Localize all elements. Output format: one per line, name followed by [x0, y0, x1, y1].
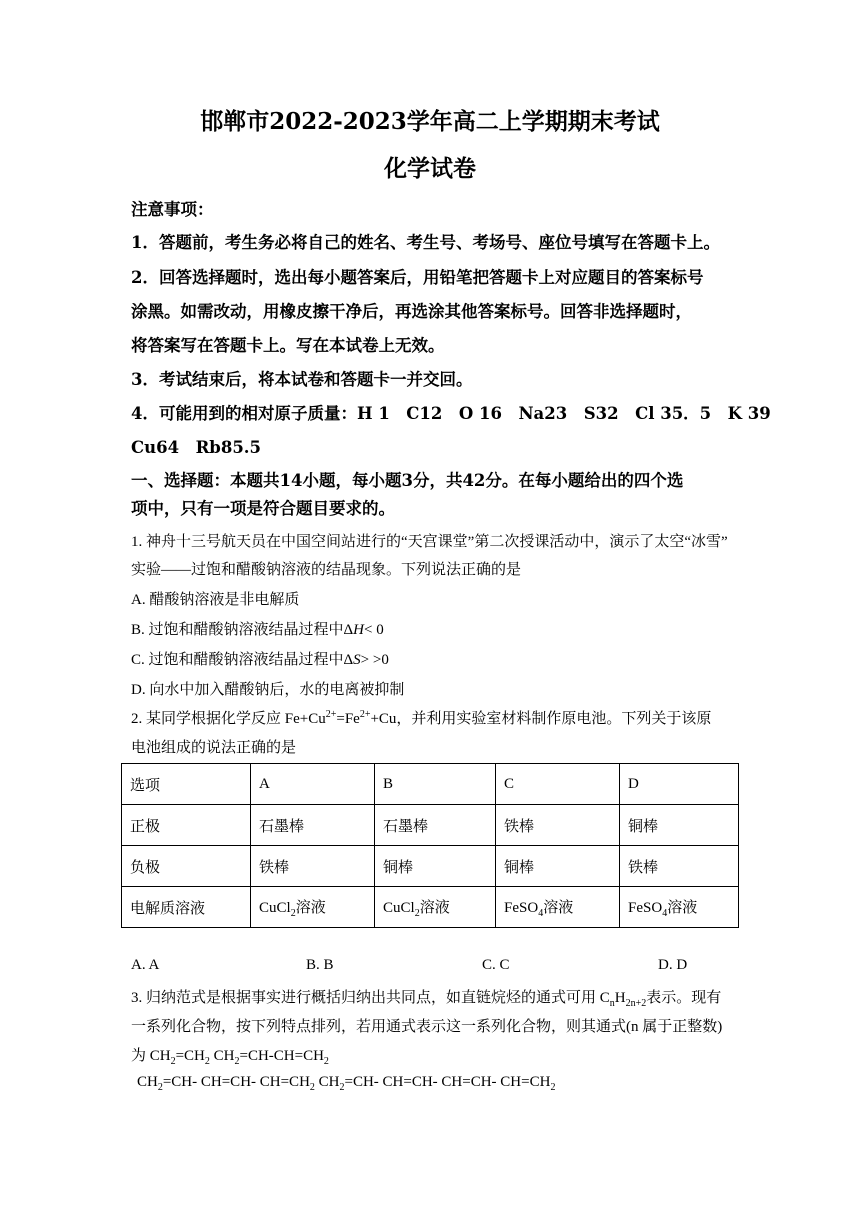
q3-part: CH	[137, 1074, 158, 1090]
q1-stem-line-1: 1. 神舟十三号航天员在中国空间站进行的“天宫课堂”第二次授课活动中，演示了太空“冰雪”	[131, 534, 728, 550]
notice-item-4-line-2: Cu64 Rb85.5	[131, 438, 262, 457]
solution-text: 溶液	[667, 899, 698, 916]
q1-option-b-text: B. 过饱和醋酸钠溶液结晶过程中Δ	[131, 622, 354, 638]
q3-stem-line-4	[137, 1074, 555, 1093]
table-cell: 选项	[122, 764, 251, 805]
formula-sub: 2	[290, 907, 296, 919]
table-cell: B	[375, 764, 496, 805]
table-cell: 石墨棒	[251, 805, 375, 846]
q2-stem-line-2: 电池组成的说法正确的是	[131, 740, 297, 756]
q2-answer-c: C. C	[482, 957, 510, 973]
formula-text: CuCl	[383, 899, 415, 916]
exam-title: 邯郸市2022-2023学年高二上学期期末考试	[200, 108, 660, 135]
formula-text: FeSO	[628, 899, 663, 916]
q2-stem-part-3: +Cu，并利用实验室材料制作原电池。下列关于该原	[370, 711, 712, 727]
q3-part: CH	[314, 1074, 340, 1090]
q3-stem-line-3	[131, 1044, 329, 1067]
q1-option-c-var: S	[353, 652, 361, 668]
table-cell: A	[251, 764, 375, 805]
q3-sub: 2	[550, 1082, 556, 1093]
q1-option-b-tail: < 0	[364, 622, 384, 638]
formula-text: FeSO	[504, 899, 539, 916]
q2-stem-part-1: 2. 某同学根据化学反应 Fe+Cu	[131, 711, 326, 727]
q2-sup-1: 2+	[325, 709, 337, 720]
q3-part: 3. 归纳范式是根据事实进行概括归纳出共同点，如直链烷烃的通式可用 C	[131, 990, 610, 1006]
solution-text: 溶液	[543, 899, 574, 916]
notice-item-4-line-1: 4．可能用到的相对原子质量：H 1 C12 O 16 Na23 S32 Cl 35．5 K 39	[131, 404, 771, 423]
table-cell: 铜棒	[375, 846, 496, 887]
q3-sub: 2	[170, 1056, 176, 1067]
q3-sub: 2	[157, 1082, 163, 1093]
q2-options-table	[121, 763, 739, 928]
table-cell: D	[620, 764, 739, 805]
solution-text: 溶液	[419, 899, 450, 916]
q3-sub: 2	[339, 1082, 345, 1093]
solution-text: 溶液	[295, 899, 326, 916]
q3-sub: 2	[323, 1056, 329, 1067]
q1-option-d: D. 向水中加入醋酸钠后，水的电离被抑制	[131, 682, 405, 698]
notice-item-2-line-1: 2．回答选择题时，选出每小题答案后，用铅笔把答题卡上对应题目的答案标号	[131, 268, 704, 287]
table-cell: 正极	[122, 805, 251, 846]
q1-option-a: A. 醋酸钠溶液是非电解质	[131, 592, 300, 608]
table-cell: 电解质溶液	[122, 887, 251, 928]
q3-part: =CH	[175, 1048, 205, 1064]
table-cell: C	[496, 764, 620, 805]
table-cell	[375, 887, 496, 928]
q1-option-c-text: C. 过饱和醋酸钠溶液结晶过程中Δ	[131, 652, 354, 668]
q3-part: =CH- CH=CH- CH=CH- CH=CH	[344, 1074, 551, 1090]
q2-answer-b: B. B	[306, 957, 334, 973]
table-cell	[496, 887, 620, 928]
table-cell: 铜棒	[620, 805, 739, 846]
table-cell: 石墨棒	[375, 805, 496, 846]
notice-item-2-line-2: 涂黑。如需改动，用橡皮擦干净后，再选涂其他答案标号。回答非选择题时，	[131, 302, 692, 321]
section-heading-line-1: 一、选择题：本题共14小题，每小题3分，共42分。在每小题给出的四个选	[131, 471, 684, 490]
table-cell	[620, 887, 739, 928]
q1-option-c-tail: > >0	[360, 652, 389, 668]
formula-sub: 4	[662, 907, 668, 919]
q1-option-b	[131, 618, 384, 639]
notice-heading: 注意事项：	[131, 200, 214, 219]
table-cell: 铁棒	[251, 846, 375, 887]
notice-item-2-line-3: 将答案写在答题卡上。写在本试卷上无效。	[131, 336, 445, 355]
q3-stem-line-1	[131, 986, 721, 1009]
formula-sub: 2	[414, 907, 420, 919]
q3-part: CH	[209, 1048, 235, 1064]
table-row	[122, 805, 739, 846]
q3-part: 为 CH	[131, 1048, 171, 1064]
q2-stem-part-2: =Fe	[336, 711, 360, 727]
q3-sub: 2	[204, 1056, 210, 1067]
table-row	[122, 764, 739, 805]
q3-sub: 2	[234, 1056, 240, 1067]
q3-part: H	[614, 990, 626, 1006]
q3-part: =CH- CH=CH- CH=CH	[162, 1074, 310, 1090]
q1-option-b-var: H	[353, 622, 364, 638]
q2-sup-2: 2+	[359, 709, 371, 720]
q3-sub: 2n+2	[625, 998, 647, 1009]
q3-stem-line-2: 一系列化合物，按下列特点排列，若用通式表示这一系列化合物，则其通式(n 属于正整数)	[131, 1019, 723, 1035]
q1-stem-line-2: 实验——过饱和醋酸钠溶液的结晶现象。下列说法正确的是	[131, 562, 522, 578]
q3-part: =CH-CH=CH	[239, 1048, 324, 1064]
section-heading-line-2: 项中，只有一项是符合题目要求的。	[131, 499, 395, 518]
table-cell: 铁棒	[496, 805, 620, 846]
q2-answer-a: A. A	[131, 957, 160, 973]
table-cell: 铜棒	[496, 846, 620, 887]
q3-part: 表示。现有	[646, 990, 722, 1006]
table-cell	[251, 887, 375, 928]
q1-option-c	[131, 648, 389, 669]
formula-sub: 4	[538, 907, 544, 919]
table-cell: 铁棒	[620, 846, 739, 887]
table-row	[122, 887, 739, 928]
q2-answer-d: D. D	[658, 957, 688, 973]
table-cell: 负极	[122, 846, 251, 887]
exam-subtitle: 化学试卷	[384, 155, 476, 182]
notice-item-3: 3．考试结束后，将本试卷和答题卡一并交回。	[131, 370, 473, 389]
q2-stem-line-1	[131, 707, 711, 728]
formula-text: CuCl	[259, 899, 291, 916]
notice-item-1: 1．答题前，考生务必将自己的姓名、考生号、考场号、座位号填写在答题卡上。	[131, 233, 720, 252]
table-row	[122, 846, 739, 887]
q3-sub: 2	[309, 1082, 315, 1093]
q3-sub: n	[609, 998, 615, 1009]
